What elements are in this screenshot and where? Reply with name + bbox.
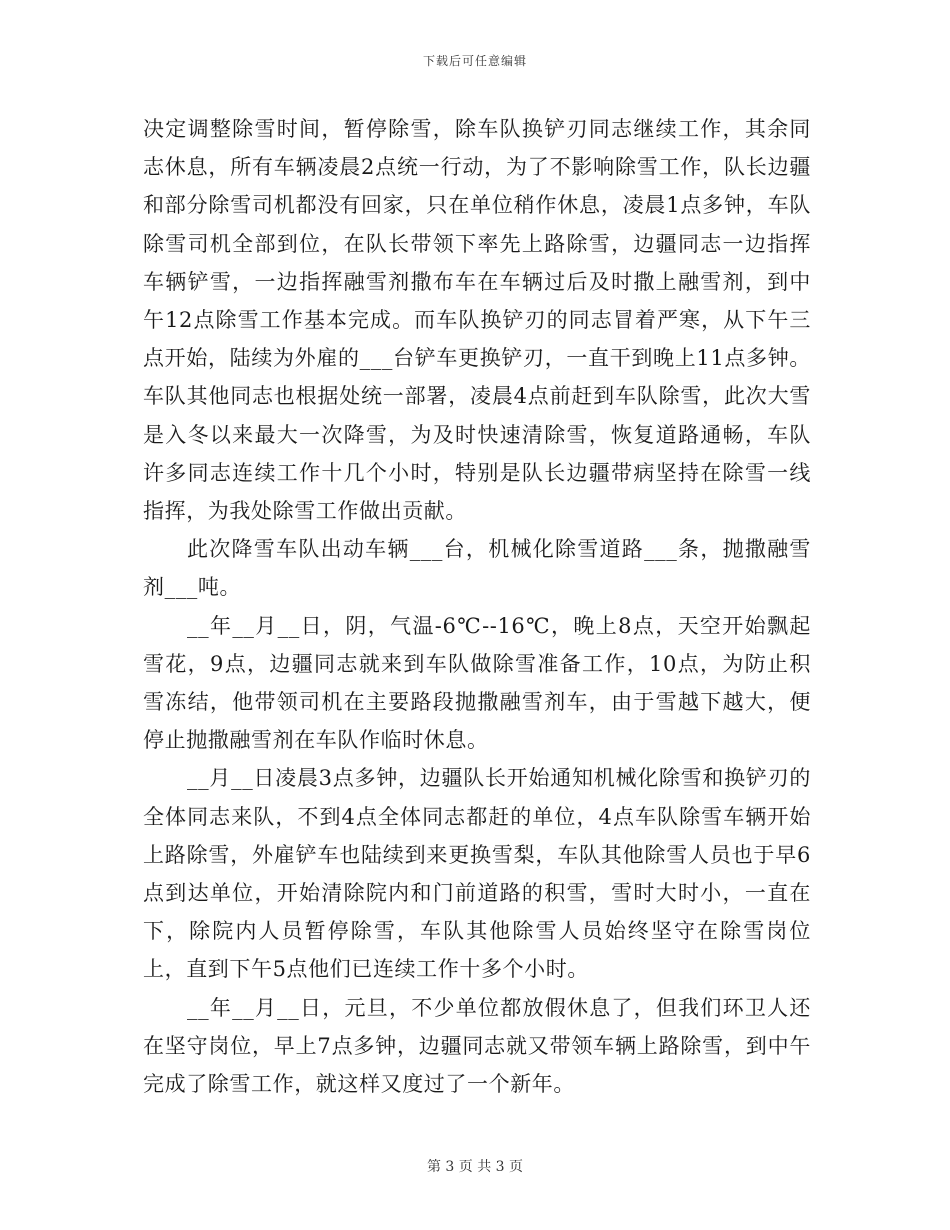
paragraph-continuation: 决定调整除雪时间，暂停除雪，除车队换铲刃同志继续工作，其余同志休息，所有车辆凌晨2点统一行动，为了不影响除雪工作，队长边疆和部分除雪司机都没有回家，只在单位稍作休息，凌晨1点多钟，车队除雪司机全部到位，在队长带领下率先上路除雪，边疆同志一边指挥车辆铲雪，一边指挥融雪剂撒布车在车辆过后及时撒上融雪剂，到中午12点除雪工作基本完成。而车队换铲刃的同志冒着严寒，从下午三点开始，陆续为外雇的___台铲车更换铲刃，一直干到晚上11点多钟。车队其他同志也根据处统一部署，凌晨4点前赶到车队除雪，此次大雪是入冬以来最大一次降雪，为及时快速清除雪，恢复道路通畅，车队许多同志连续工作十几个小时，特别是队长边疆带病坚持在除雪一线指挥，为我处除雪工作做出贡献。: [143, 117, 811, 524]
paragraph-day-two: __月__日凌晨3点多钟，边疆队长开始通知机械化除雪和换铲刃的全体同志来队，不到4点全体同志都赶的单位，4点车队除雪车辆开始上路除雪，外雇铲车也陆续到来更换雪梨，车队其他除雪人员也于早6点到达单位，开始清除院内和门前道路的积雪，雪时大时小，一直在下，除院内人员暂停除雪，车队其他除雪人员始终坚守在除雪岗位上，直到下午5点他们已连续工作十多个小时。: [143, 766, 811, 982]
paragraph-new-year: __年__月__日，元旦，不少单位都放假休息了，但我们环卫人还在坚守岗位，早上7点多钟，边疆同志就又带领车辆上路除雪，到中午完成了除雪工作，就这样又度过了一个新年。: [143, 995, 811, 1097]
document-body: [143, 110, 811, 1103]
paragraph-day-one: __年__月__日，阴，气温-6℃--16℃，晚上8点，天空开始飘起雪花，9点，边疆同志就来到车队做除雪准备工作，10点，为防止积雪冻结，他带领司机在主要路段抛撒融雪剂车，由于雪越下越大，便停止抛撒融雪剂在车队作临时休息。: [143, 613, 811, 753]
page-header: 下载后可任意编辑: [422, 54, 527, 68]
page-number: 第 3 页 共 3 页: [426, 1159, 524, 1175]
paragraph-summary: 此次降雪车队出动车辆___台，机械化除雪道路___条，抛撒融雪剂___吨。: [143, 537, 811, 600]
